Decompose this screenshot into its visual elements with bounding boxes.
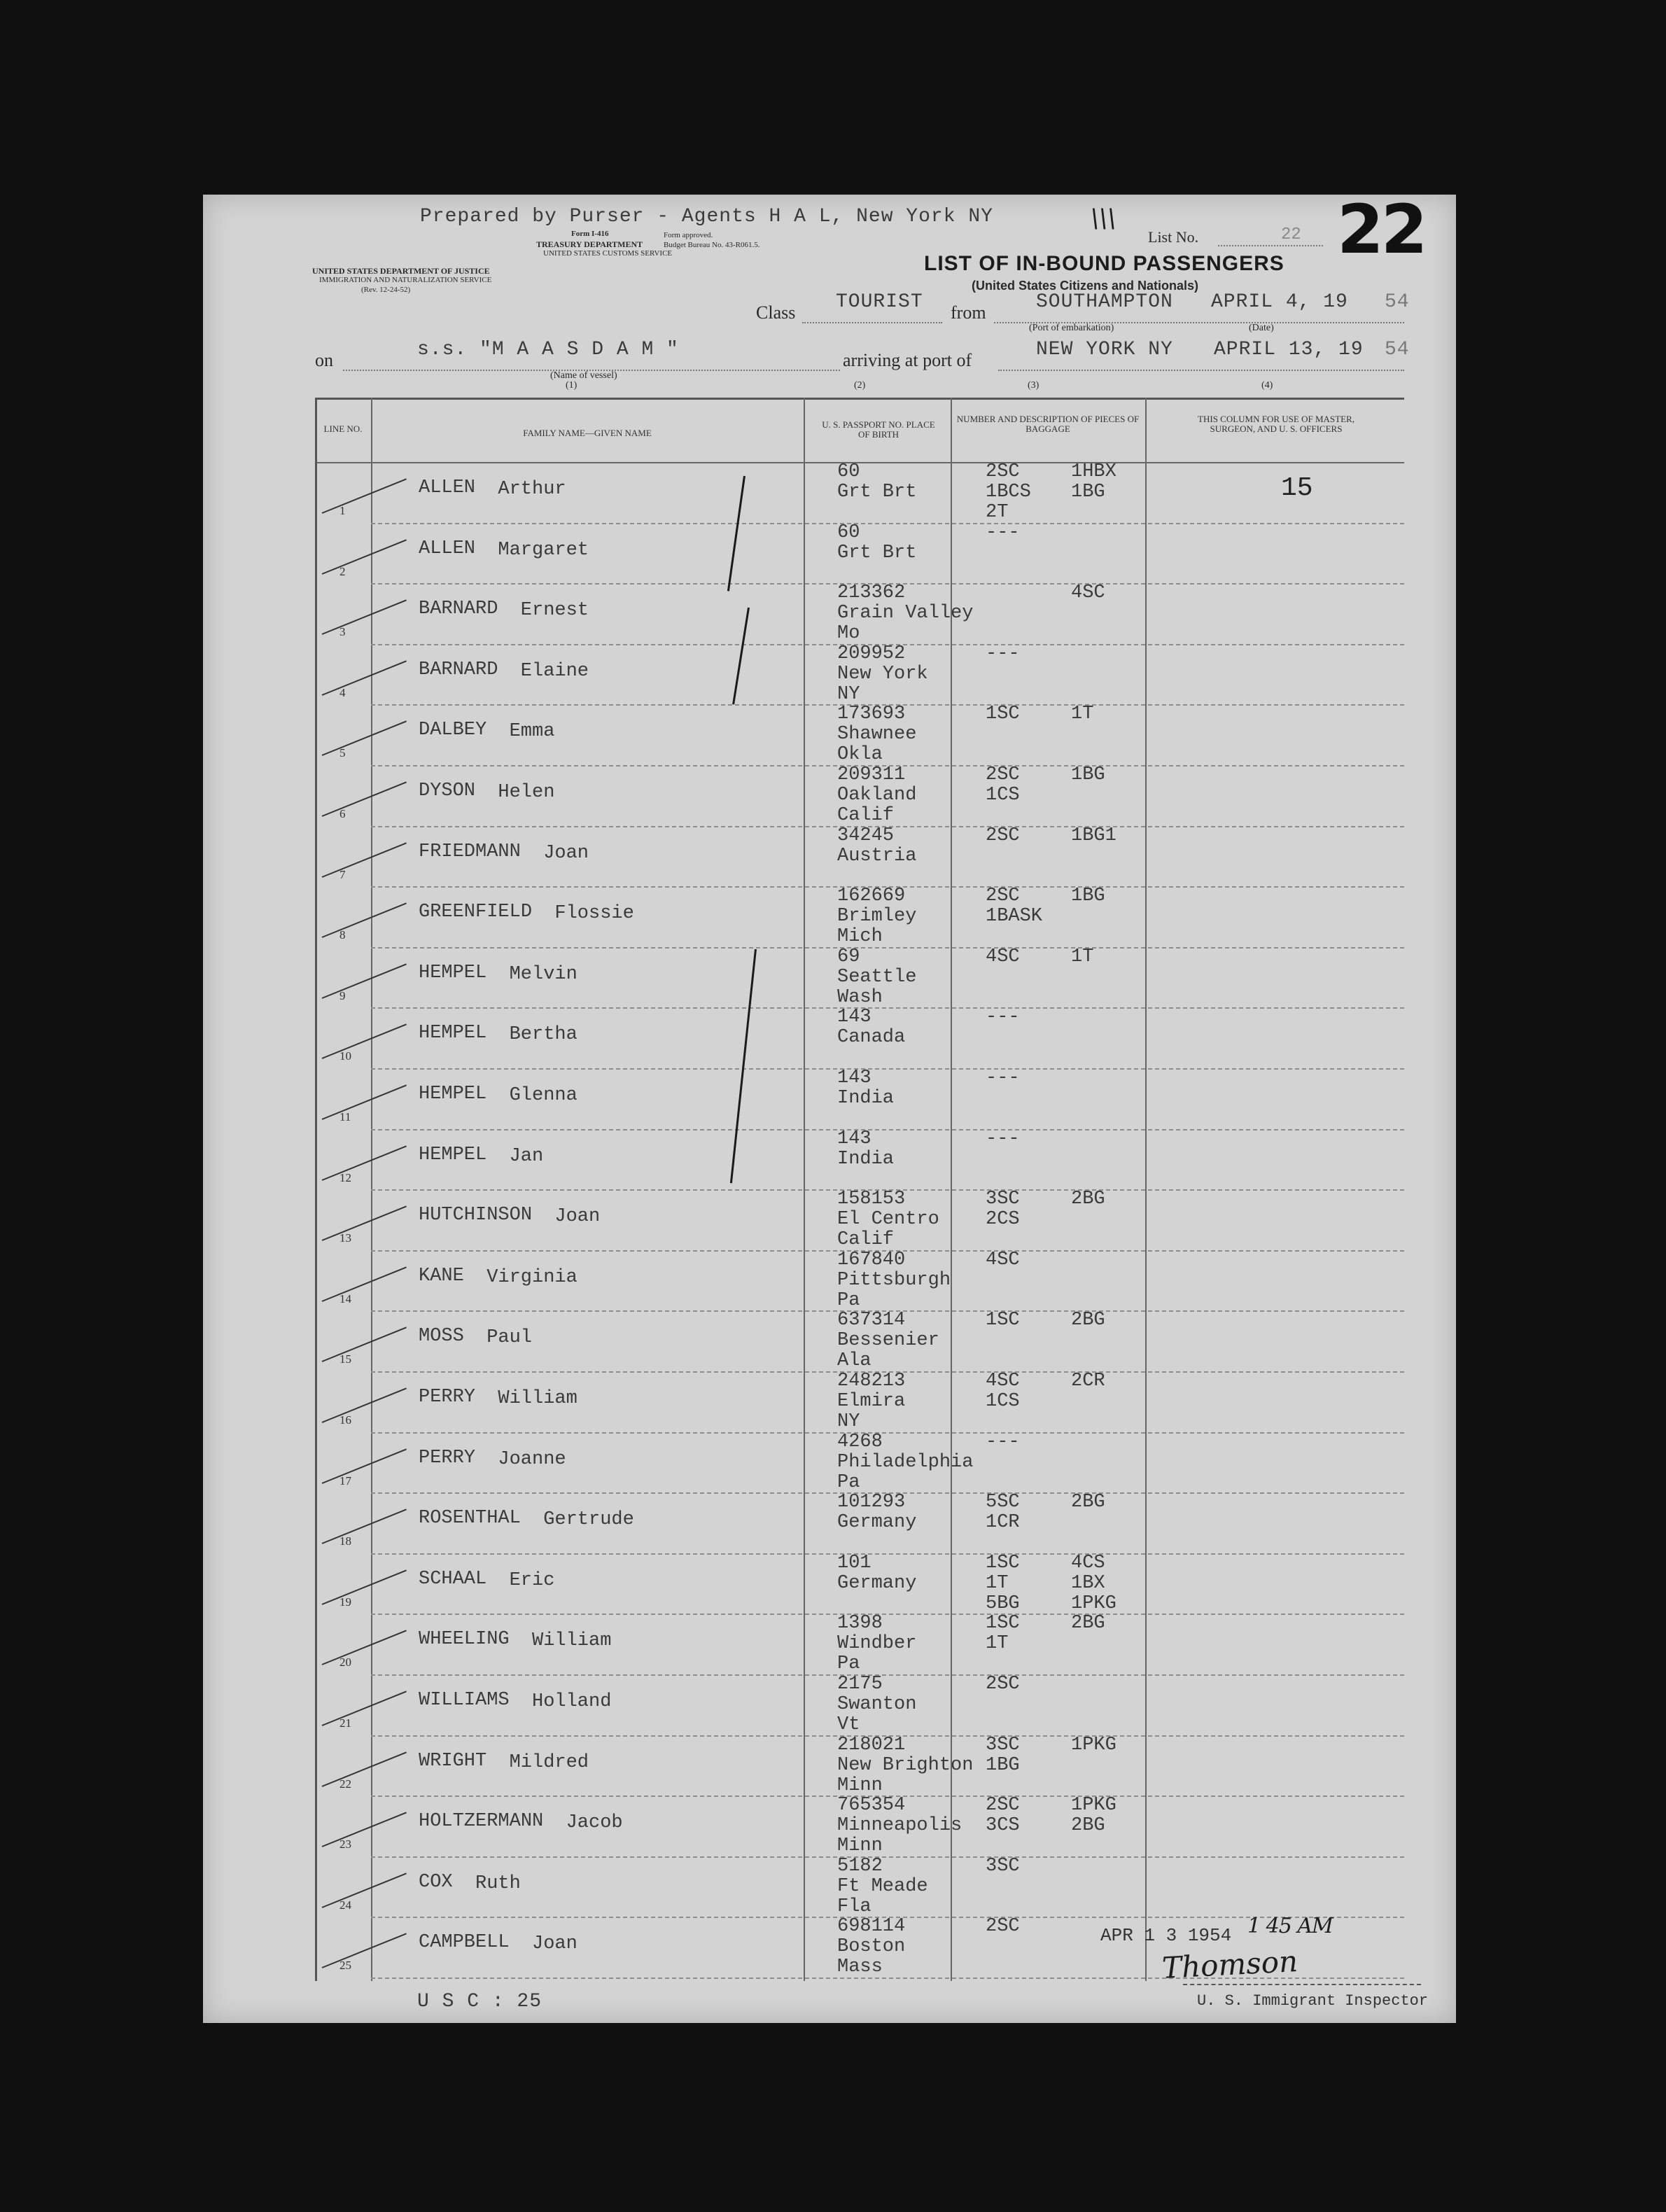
baggage-primary: 2SC 1BCS 2T xyxy=(986,461,1031,523)
given-name: Virginia xyxy=(486,1266,578,1288)
table-row xyxy=(203,1431,1456,1494)
line-number: 4 xyxy=(340,685,346,699)
treasury-department: TREASURY DEPARTMENT xyxy=(536,239,643,249)
line-number: 7 xyxy=(340,867,346,881)
baggage-primary: 3SC 1BG xyxy=(986,1734,1020,1776)
handwritten-tick xyxy=(322,1266,407,1302)
handwritten-tick xyxy=(322,1327,407,1363)
given-name: Eric xyxy=(509,1569,555,1591)
given-name: Helen xyxy=(498,782,555,803)
table-row xyxy=(203,524,1456,585)
list-no-stamp: 22 xyxy=(1337,190,1425,269)
line-number: 2 xyxy=(340,564,346,578)
family-name: HEMPEL xyxy=(419,1084,487,1105)
line-number: 16 xyxy=(340,1413,351,1427)
given-name: Paul xyxy=(486,1327,532,1349)
passport-birthplace: 218021 New Brighton Minn xyxy=(837,1734,974,1796)
baggage-primary: 2SC xyxy=(986,825,1020,846)
passport-birthplace: 143 India xyxy=(837,1068,895,1109)
given-name: William xyxy=(498,1388,578,1409)
handwritten-tick xyxy=(322,781,407,817)
baggage-secondary: 1T xyxy=(1071,704,1094,725)
family-name: SCHAAL xyxy=(419,1568,487,1590)
usc-count: U S C : 25 xyxy=(417,1991,542,2012)
column-number-2: (2) xyxy=(854,380,866,391)
line-number: 21 xyxy=(340,1716,351,1730)
line-number: 11 xyxy=(340,1110,351,1124)
family-name: HEMPEL xyxy=(419,1023,487,1044)
family-name: COX xyxy=(419,1871,453,1893)
line-number: 19 xyxy=(340,1595,351,1609)
baggage-secondary: 1BG xyxy=(1071,886,1105,907)
column-number-4: (4) xyxy=(1261,380,1273,391)
baggage-primary: 1SC 1T 5BG xyxy=(986,1552,1020,1614)
passport-birthplace: 213362 Grain Valley Mo xyxy=(837,582,974,645)
baggage-secondary: 1PKG xyxy=(1071,1734,1116,1756)
family-name: HUTCHINSON xyxy=(419,1205,533,1226)
handwritten-tick xyxy=(322,539,407,575)
family-name: HOLTZERMANN xyxy=(419,1811,544,1833)
handwritten-mark: \\\ xyxy=(1091,204,1116,233)
line-number: 10 xyxy=(340,1049,351,1063)
inspector-caption: U. S. Immigrant Inspector xyxy=(1197,1992,1429,2010)
family-name: ROSENTHAL xyxy=(419,1508,521,1530)
given-name: William xyxy=(532,1630,612,1652)
immigration-service: IMMIGRATION AND NATURALIZATION SERVICE xyxy=(319,276,492,284)
family-name: BARNARD xyxy=(419,659,498,680)
line-number: 1 xyxy=(340,504,346,517)
officer-note: 15 xyxy=(1281,473,1313,503)
table-row xyxy=(203,1312,1456,1373)
table-row xyxy=(203,463,1456,524)
family-name: ALLEN xyxy=(419,477,476,498)
given-name: Emma xyxy=(509,721,555,743)
table-row xyxy=(203,1797,1456,1858)
from-label: from xyxy=(951,302,986,323)
line-number: 3 xyxy=(340,625,346,639)
table-row xyxy=(203,1070,1456,1130)
handwritten-tick xyxy=(322,1145,407,1181)
baggage-primary: 4SC xyxy=(986,1249,1020,1270)
baggage-primary: 2SC 1CS xyxy=(986,764,1020,806)
vessel-name: s.s. "M A A S D A M " xyxy=(417,339,679,360)
passport-birthplace: 1398 Windber Pa xyxy=(837,1613,917,1675)
handwritten-tick xyxy=(322,478,407,514)
handwritten-tick xyxy=(322,1751,407,1787)
passport-birthplace: 209311 Oakland Calif xyxy=(837,764,917,826)
family-name: WHEELING xyxy=(419,1629,510,1651)
passport-birthplace: 34245 Austria xyxy=(837,825,917,867)
line-number: 22 xyxy=(340,1777,351,1791)
table-row xyxy=(203,1494,1456,1555)
manifest-sheet xyxy=(203,190,1456,2023)
passport-birthplace: 698114 Boston Mass xyxy=(837,1916,906,1978)
column-header-name: FAMILY NAME—GIVEN NAME xyxy=(523,428,652,438)
line-number: 24 xyxy=(340,1898,351,1912)
passport-birthplace: 248213 Elmira NY xyxy=(837,1371,906,1432)
given-name: Joan xyxy=(543,842,589,864)
port-embarkation: SOUTHAMPTON xyxy=(1036,291,1173,313)
column-header-line-no: LINE NO. xyxy=(323,424,363,434)
family-name: ALLEN xyxy=(419,538,476,559)
handwritten-tick xyxy=(322,903,407,939)
handwritten-tick xyxy=(322,1084,407,1120)
table-row xyxy=(203,1855,1456,1919)
revision: (Rev. 12-24-52) xyxy=(361,286,411,294)
table-row xyxy=(203,1130,1456,1191)
passport-birthplace: 637314 Bessenier Ala xyxy=(837,1310,939,1372)
passport-birthplace: 209952 New York NY xyxy=(837,643,928,705)
arrival-port: NEW YORK NY xyxy=(1036,339,1173,360)
passport-birthplace: 167840 Pittsburgh Pa xyxy=(837,1249,951,1311)
vessel-caption: (Name of vessel) xyxy=(550,370,617,381)
table-row xyxy=(203,584,1456,645)
prepared-by: Prepared by Purser - Agents H A L, New York NY xyxy=(420,206,993,227)
table-row xyxy=(203,706,1456,766)
handwritten-tick xyxy=(322,1569,407,1605)
line-number: 9 xyxy=(340,988,346,1002)
baggage-primary: 1SC xyxy=(986,704,1020,725)
family-name: WRIGHT xyxy=(419,1750,487,1772)
passport-birthplace: 60 Grt Brt xyxy=(837,522,917,564)
handwritten-tick xyxy=(322,1024,407,1060)
document-title: LIST OF IN-BOUND PASSENGERS xyxy=(924,252,1284,275)
inspection-time: 1 45 AM xyxy=(1247,1914,1333,1938)
baggage-secondary: 4CS 1BX 1PKG xyxy=(1071,1552,1116,1614)
family-name: BARNARD xyxy=(419,598,498,620)
passport-birthplace: 5182 Ft Meade Fla xyxy=(837,1855,928,1917)
baggage-primary: 2SC 3CS xyxy=(986,1795,1020,1837)
table-row xyxy=(203,1373,1456,1434)
handwritten-tick xyxy=(322,660,407,696)
budget-bureau: Budget Bureau No. 43-R061.5. xyxy=(664,241,760,249)
family-name: CAMPBELL xyxy=(419,1932,510,1954)
embark-year: 54 xyxy=(1385,291,1410,313)
handwritten-tick xyxy=(322,1812,407,1848)
table-row xyxy=(203,1615,1456,1676)
baggage-secondary: 1T xyxy=(1071,946,1094,967)
customs-service: UNITED STATES CUSTOMS SERVICE xyxy=(543,249,673,258)
passport-birthplace: 101 Germany xyxy=(837,1552,917,1594)
handwritten-tick xyxy=(322,1872,407,1908)
list-no-typed: 22 xyxy=(1281,225,1301,244)
family-name: DYSON xyxy=(419,780,476,802)
baggage-secondary: 1BG xyxy=(1071,764,1105,785)
line-number: 23 xyxy=(340,1837,351,1851)
baggage-secondary: 2BG xyxy=(1071,1613,1105,1634)
baggage-secondary: 1HBX 1BG xyxy=(1071,461,1116,503)
list-no-label: List No. xyxy=(1148,228,1199,246)
table-row xyxy=(203,1191,1456,1252)
baggage-primary: 4SC xyxy=(986,946,1020,967)
inspector-signature: Thomson xyxy=(1161,1943,1299,1986)
passport-birthplace: 162669 Brimley Mich xyxy=(837,886,917,948)
justice-department: UNITED STATES DEPARTMENT OF JUSTICE xyxy=(312,266,490,276)
arrival-date: APRIL 13, 19 xyxy=(1214,339,1364,360)
column-header-officers: THIS COLUMN FOR USE OF MASTER, SURGEON, AND U. S. OFFICERS xyxy=(1198,414,1354,434)
given-name: Flossie xyxy=(554,903,634,925)
column-number-1: (1) xyxy=(566,380,578,391)
handwritten-tick xyxy=(322,1509,407,1545)
embark-date: APRIL 4, 19 xyxy=(1211,291,1348,313)
given-name: Jacob xyxy=(566,1812,623,1834)
form-number: Form I-416 xyxy=(571,230,609,238)
baggage-primary: --- xyxy=(986,643,1020,664)
baggage-primary: 1SC xyxy=(986,1310,1020,1331)
handwritten-tick xyxy=(322,1690,407,1726)
baggage-primary: 1SC 1T xyxy=(986,1613,1020,1655)
line-number: 15 xyxy=(340,1352,351,1366)
column-header-baggage: NUMBER AND DESCRIPTION OF PIECES OF BAGGAGE xyxy=(956,414,1140,434)
family-name: HEMPEL xyxy=(419,1144,487,1166)
line-number: 13 xyxy=(340,1231,351,1245)
passport-birthplace: 4268 Philadelphia Pa xyxy=(837,1431,974,1493)
baggage-primary: --- xyxy=(986,1007,1020,1028)
handwritten-tick xyxy=(322,721,407,757)
family-name: KANE xyxy=(419,1265,464,1287)
table-row xyxy=(203,1552,1456,1616)
baggage-secondary: 2BG xyxy=(1071,1492,1105,1513)
handwritten-tick xyxy=(322,1933,407,1969)
handwritten-tick xyxy=(322,1206,407,1242)
column-header-passport: U. S. PASSPORT NO. PLACE OF BIRTH xyxy=(822,419,935,440)
given-name: Mildred xyxy=(509,1751,589,1773)
handwritten-tick xyxy=(322,963,407,999)
table-row xyxy=(203,1009,1456,1070)
passport-birthplace: 2175 Swanton Vt xyxy=(837,1674,917,1735)
passport-birthplace: 143 India xyxy=(837,1128,895,1170)
line-number: 6 xyxy=(340,807,346,820)
baggage-primary: 3SC xyxy=(986,1855,1020,1877)
baggage-secondary: 2CR xyxy=(1071,1371,1105,1392)
family-name: DALBEY xyxy=(419,720,487,741)
document-subtitle: (United States Citizens and Nationals) xyxy=(972,279,1199,293)
family-name: PERRY xyxy=(419,1387,476,1408)
passport-birthplace: 143 Canada xyxy=(837,1007,906,1049)
baggage-primary: --- xyxy=(986,522,1020,543)
baggage-secondary: 4SC xyxy=(1071,582,1105,604)
family-name: GREENFIELD xyxy=(419,902,533,923)
column-number-3: (3) xyxy=(1028,380,1040,391)
baggage-primary: 4SC 1CS xyxy=(986,1371,1020,1412)
handwritten-tick xyxy=(322,842,407,878)
baggage-primary: --- xyxy=(986,1068,1020,1088)
line-number: 20 xyxy=(340,1656,351,1670)
passport-birthplace: 101293 Germany xyxy=(837,1492,917,1534)
on-label: on xyxy=(315,350,333,370)
given-name: Elaine xyxy=(520,660,589,682)
line-number: 18 xyxy=(340,1534,351,1548)
table-row xyxy=(203,766,1456,827)
arriving-label: arriving at port of xyxy=(843,350,972,370)
given-name: Margaret xyxy=(498,539,589,561)
family-name: PERRY xyxy=(419,1447,476,1469)
baggage-secondary: 1PKG 2BG xyxy=(1071,1795,1116,1837)
handwritten-tick xyxy=(322,1448,407,1484)
table-row xyxy=(203,827,1456,888)
family-name: HEMPEL xyxy=(419,962,487,983)
handwritten-tick xyxy=(322,1630,407,1666)
baggage-secondary: 1BG1 xyxy=(1071,825,1116,846)
handwritten-tick xyxy=(322,600,407,636)
given-name: Melvin xyxy=(509,963,578,985)
line-number: 14 xyxy=(340,1292,351,1306)
passport-birthplace: 765354 Minneapolis Minn xyxy=(837,1795,962,1857)
passport-birthplace: 69 Seattle Wash xyxy=(837,946,917,1008)
arrival-year: 54 xyxy=(1385,339,1410,360)
baggage-secondary: 2BG xyxy=(1071,1310,1105,1331)
family-name: WILLIAMS xyxy=(419,1690,510,1711)
given-name: Gertrude xyxy=(543,1509,634,1531)
class-label: Class xyxy=(756,302,796,323)
given-name: Jan xyxy=(509,1145,544,1167)
given-name: Holland xyxy=(532,1691,612,1712)
family-name: FRIEDMANN xyxy=(419,841,521,862)
passport-birthplace: 173693 Shawnee Okla xyxy=(837,704,917,766)
line-number: 12 xyxy=(340,1170,351,1184)
line-number: 17 xyxy=(340,1474,351,1488)
inspection-stamp-date: APR 1 3 1954 xyxy=(1100,1925,1232,1946)
baggage-primary: 5SC 1CR xyxy=(986,1492,1020,1534)
passport-birthplace: 158153 El Centro Calif xyxy=(837,1189,939,1251)
handwritten-tick xyxy=(322,1387,407,1423)
table-row xyxy=(203,1249,1456,1312)
given-name: Bertha xyxy=(509,1024,578,1046)
baggage-primary: 2SC 1BASK xyxy=(986,886,1043,927)
class-value: TOURIST xyxy=(836,291,923,313)
given-name: Joanne xyxy=(498,1448,566,1470)
table-row xyxy=(203,1734,1456,1798)
given-name: Ruth xyxy=(475,1872,521,1894)
baggage-primary: 3SC 2CS xyxy=(986,1189,1020,1231)
table-row xyxy=(203,948,1456,1009)
line-number: 8 xyxy=(340,928,346,942)
baggage-primary: --- xyxy=(986,1128,1020,1149)
baggage-primary: --- xyxy=(986,1431,1020,1452)
baggage-primary: 2SC xyxy=(986,1916,1020,1938)
table-row xyxy=(203,645,1456,706)
table-row xyxy=(203,888,1456,948)
form-approved: Form approved. xyxy=(664,231,713,239)
line-number: 5 xyxy=(340,746,346,760)
given-name: Arthur xyxy=(498,479,566,500)
given-name: Ernest xyxy=(520,600,589,622)
table-row xyxy=(203,1676,1456,1737)
port-embarkation-caption: (Port of embarkation) xyxy=(1029,323,1114,333)
date-caption: (Date) xyxy=(1249,323,1274,333)
baggage-primary: 2SC xyxy=(986,1674,1020,1695)
baggage-secondary: 2BG xyxy=(1071,1189,1105,1210)
family-name: MOSS xyxy=(419,1326,464,1348)
given-name: Joan xyxy=(532,1933,578,1955)
line-number: 25 xyxy=(340,1959,351,1973)
given-name: Joan xyxy=(554,1206,601,1228)
given-name: Glenna xyxy=(509,1085,578,1106)
passport-birthplace: 60 Grt Brt xyxy=(837,461,917,503)
